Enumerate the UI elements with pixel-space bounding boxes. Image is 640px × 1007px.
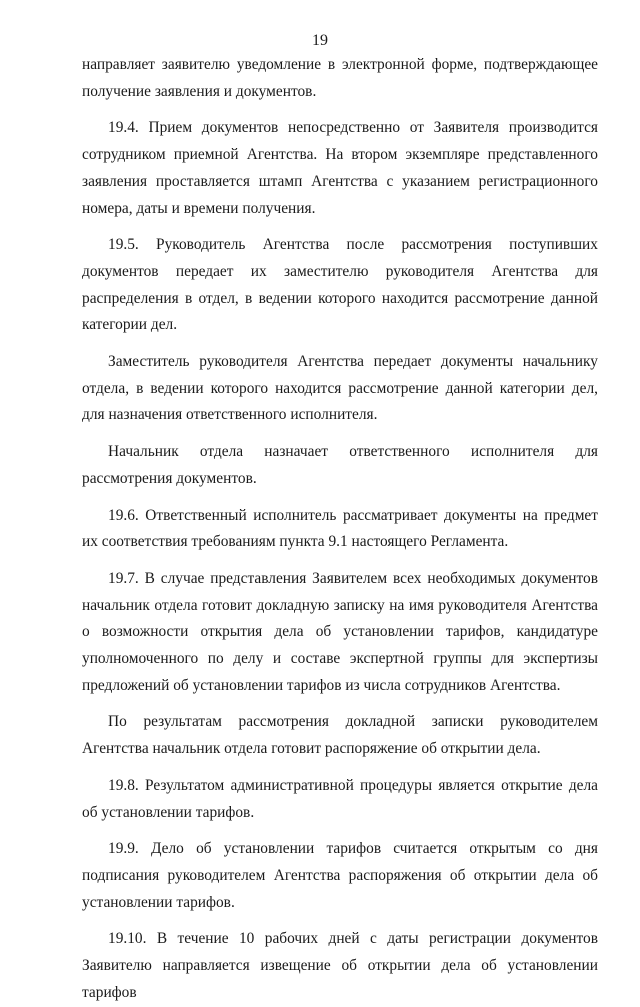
paragraph-19-9: 19.9. Дело об установлении тарифов считается открытым со дня подписания руководителем Агентства распоряжения об открытии дела об установлении тарифов. bbox=[82, 840, 598, 911]
paragraph-head-assigns: Начальник отдела назначает ответственного исполнителя для рассмотрения документов. bbox=[82, 443, 598, 487]
paragraph-19-5: 19.5. Руководитель Агентства после рассмотрения поступивших документов передает их заместителю руководителя Агентства для распределения в отдел, в ведении которого находится рассмотрение данной категории дел. bbox=[82, 236, 598, 334]
paragraph-deputy-transfer: Заместитель руководителя Агентства передает документы начальнику отдела, в ведении которого находится рассмотрение данной категории дел, для назначения ответственного исполнителя. bbox=[82, 353, 598, 424]
paragraph-19-10: 19.10. В течение 10 рабочих дней с даты регистрации документов Заявителю направляется извещение об открытии дела об установлении тарифов bbox=[82, 930, 598, 1001]
page-number: 19 bbox=[312, 32, 328, 49]
paragraph-19-6: 19.6. Ответственный исполнитель рассматривает документы на предмет их соответствия требованиям пункта 9.1 настоящего Регламента. bbox=[82, 506, 598, 551]
paragraph-continuation: направляет заявителю уведомление в электронной форме, подтверждающее получение заявления и документов. bbox=[82, 56, 598, 100]
document-body bbox=[82, 52, 598, 1007]
paragraph-memo-results: По результатам рассмотрения докладной записки руководителем Агентства начальник отдела готовит распоряжение об открытии дела. bbox=[82, 713, 598, 758]
paragraph-19-4: 19.4. Прием документов непосредственно от Заявителя производится сотрудником приемной Агентства. На втором экземпляре представленного заявления проставляется штамп Агентства с указанием регистрационного номера, даты и времени получения. bbox=[82, 119, 598, 217]
paragraph-19-8: 19.8. Результатом административной процедуры является открытие дела об установлении тарифов. bbox=[82, 776, 598, 821]
paragraph-19-7: 19.7. В случае представления Заявителем всех необходимых документов начальник отдела готовит докладную записку на имя руководителя Агентства о возможности открытия дела об установлении тарифов, кандидатуре уполномоченного по делу и составе экспертной группы для экспертизы предложений об установлении тарифов из числа сотрудников Агентства. bbox=[82, 569, 598, 694]
